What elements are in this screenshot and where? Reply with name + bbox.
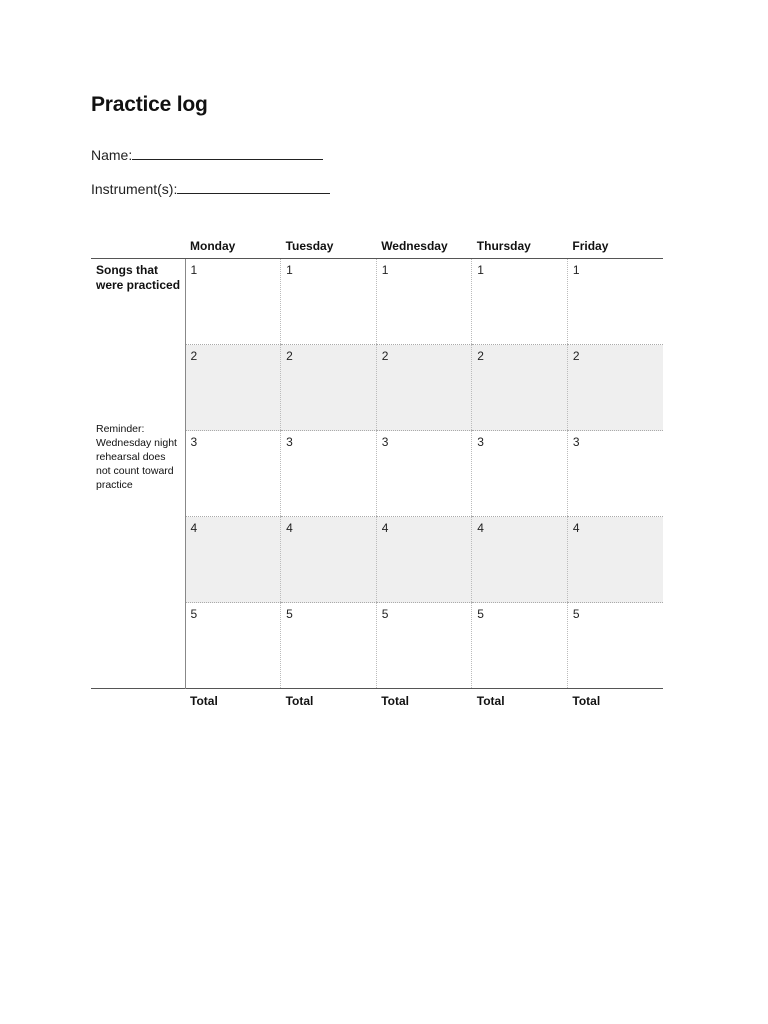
- entry-cell[interactable]: 5: [281, 603, 377, 689]
- entry-cell[interactable]: 4: [376, 517, 472, 603]
- entry-cell[interactable]: 2: [281, 345, 377, 431]
- entry-cell[interactable]: 3: [281, 431, 377, 517]
- day-header-tuesday: Tuesday: [281, 232, 377, 259]
- instrument-blank-line[interactable]: [177, 179, 330, 194]
- entry-cell[interactable]: 1: [567, 259, 663, 345]
- side-label-column: [91, 259, 185, 689]
- entry-cell[interactable]: 3: [376, 431, 472, 517]
- total-label-tuesday: Total: [281, 689, 377, 715]
- entry-cell[interactable]: 3: [567, 431, 663, 517]
- total-label-monday: Total: [185, 689, 281, 715]
- entry-cell[interactable]: 1: [376, 259, 472, 345]
- header-corner: [91, 232, 185, 259]
- entry-cell[interactable]: 4: [567, 517, 663, 603]
- entry-cell[interactable]: 2: [472, 345, 568, 431]
- table-row: [91, 259, 663, 345]
- name-blank-line[interactable]: [132, 145, 323, 160]
- entry-cell[interactable]: 2: [376, 345, 472, 431]
- entry-cell[interactable]: 1: [185, 259, 281, 345]
- instrument-label: Instrument(s):: [91, 181, 178, 197]
- rehearsal-reminder: Reminder: Wednesday night rehearsal does not count toward practice: [96, 423, 177, 491]
- practice-table: [91, 232, 663, 714]
- name-label: Name:: [91, 147, 133, 163]
- entry-cell[interactable]: 4: [281, 517, 377, 603]
- entry-cell[interactable]: 3: [472, 431, 568, 517]
- entry-cell[interactable]: 5: [472, 603, 568, 689]
- name-field[interactable]: [91, 145, 323, 163]
- day-header-friday: Friday: [567, 232, 663, 259]
- total-corner: [91, 689, 185, 715]
- songs-practiced-label: Songs that were practiced: [96, 263, 181, 292]
- instrument-field[interactable]: [91, 179, 330, 197]
- header-row: [91, 232, 663, 259]
- entry-cell[interactable]: 4: [472, 517, 568, 603]
- entry-cell[interactable]: 5: [567, 603, 663, 689]
- entry-cell[interactable]: 2: [185, 345, 281, 431]
- entry-cell[interactable]: 5: [190, 607, 198, 621]
- day-header-monday: Monday: [185, 232, 281, 259]
- day-header-thursday: Thursday: [472, 232, 568, 259]
- day-header-wednesday: Wednesday: [376, 232, 472, 259]
- entry-cell[interactable]: 5: [376, 603, 472, 689]
- page-title: Practice log: [91, 93, 208, 116]
- entry-cell[interactable]: 1: [472, 259, 568, 345]
- total-label-thursday: Total: [472, 689, 568, 715]
- entry-cell[interactable]: 3: [185, 431, 281, 517]
- entry-cell[interactable]: 2: [567, 345, 663, 431]
- total-row: [91, 689, 663, 715]
- total-label-friday: Total: [567, 689, 663, 715]
- entry-cell[interactable]: 4: [185, 517, 281, 603]
- entry-cell[interactable]: 1: [281, 259, 377, 345]
- total-label-wednesday: Total: [376, 689, 472, 715]
